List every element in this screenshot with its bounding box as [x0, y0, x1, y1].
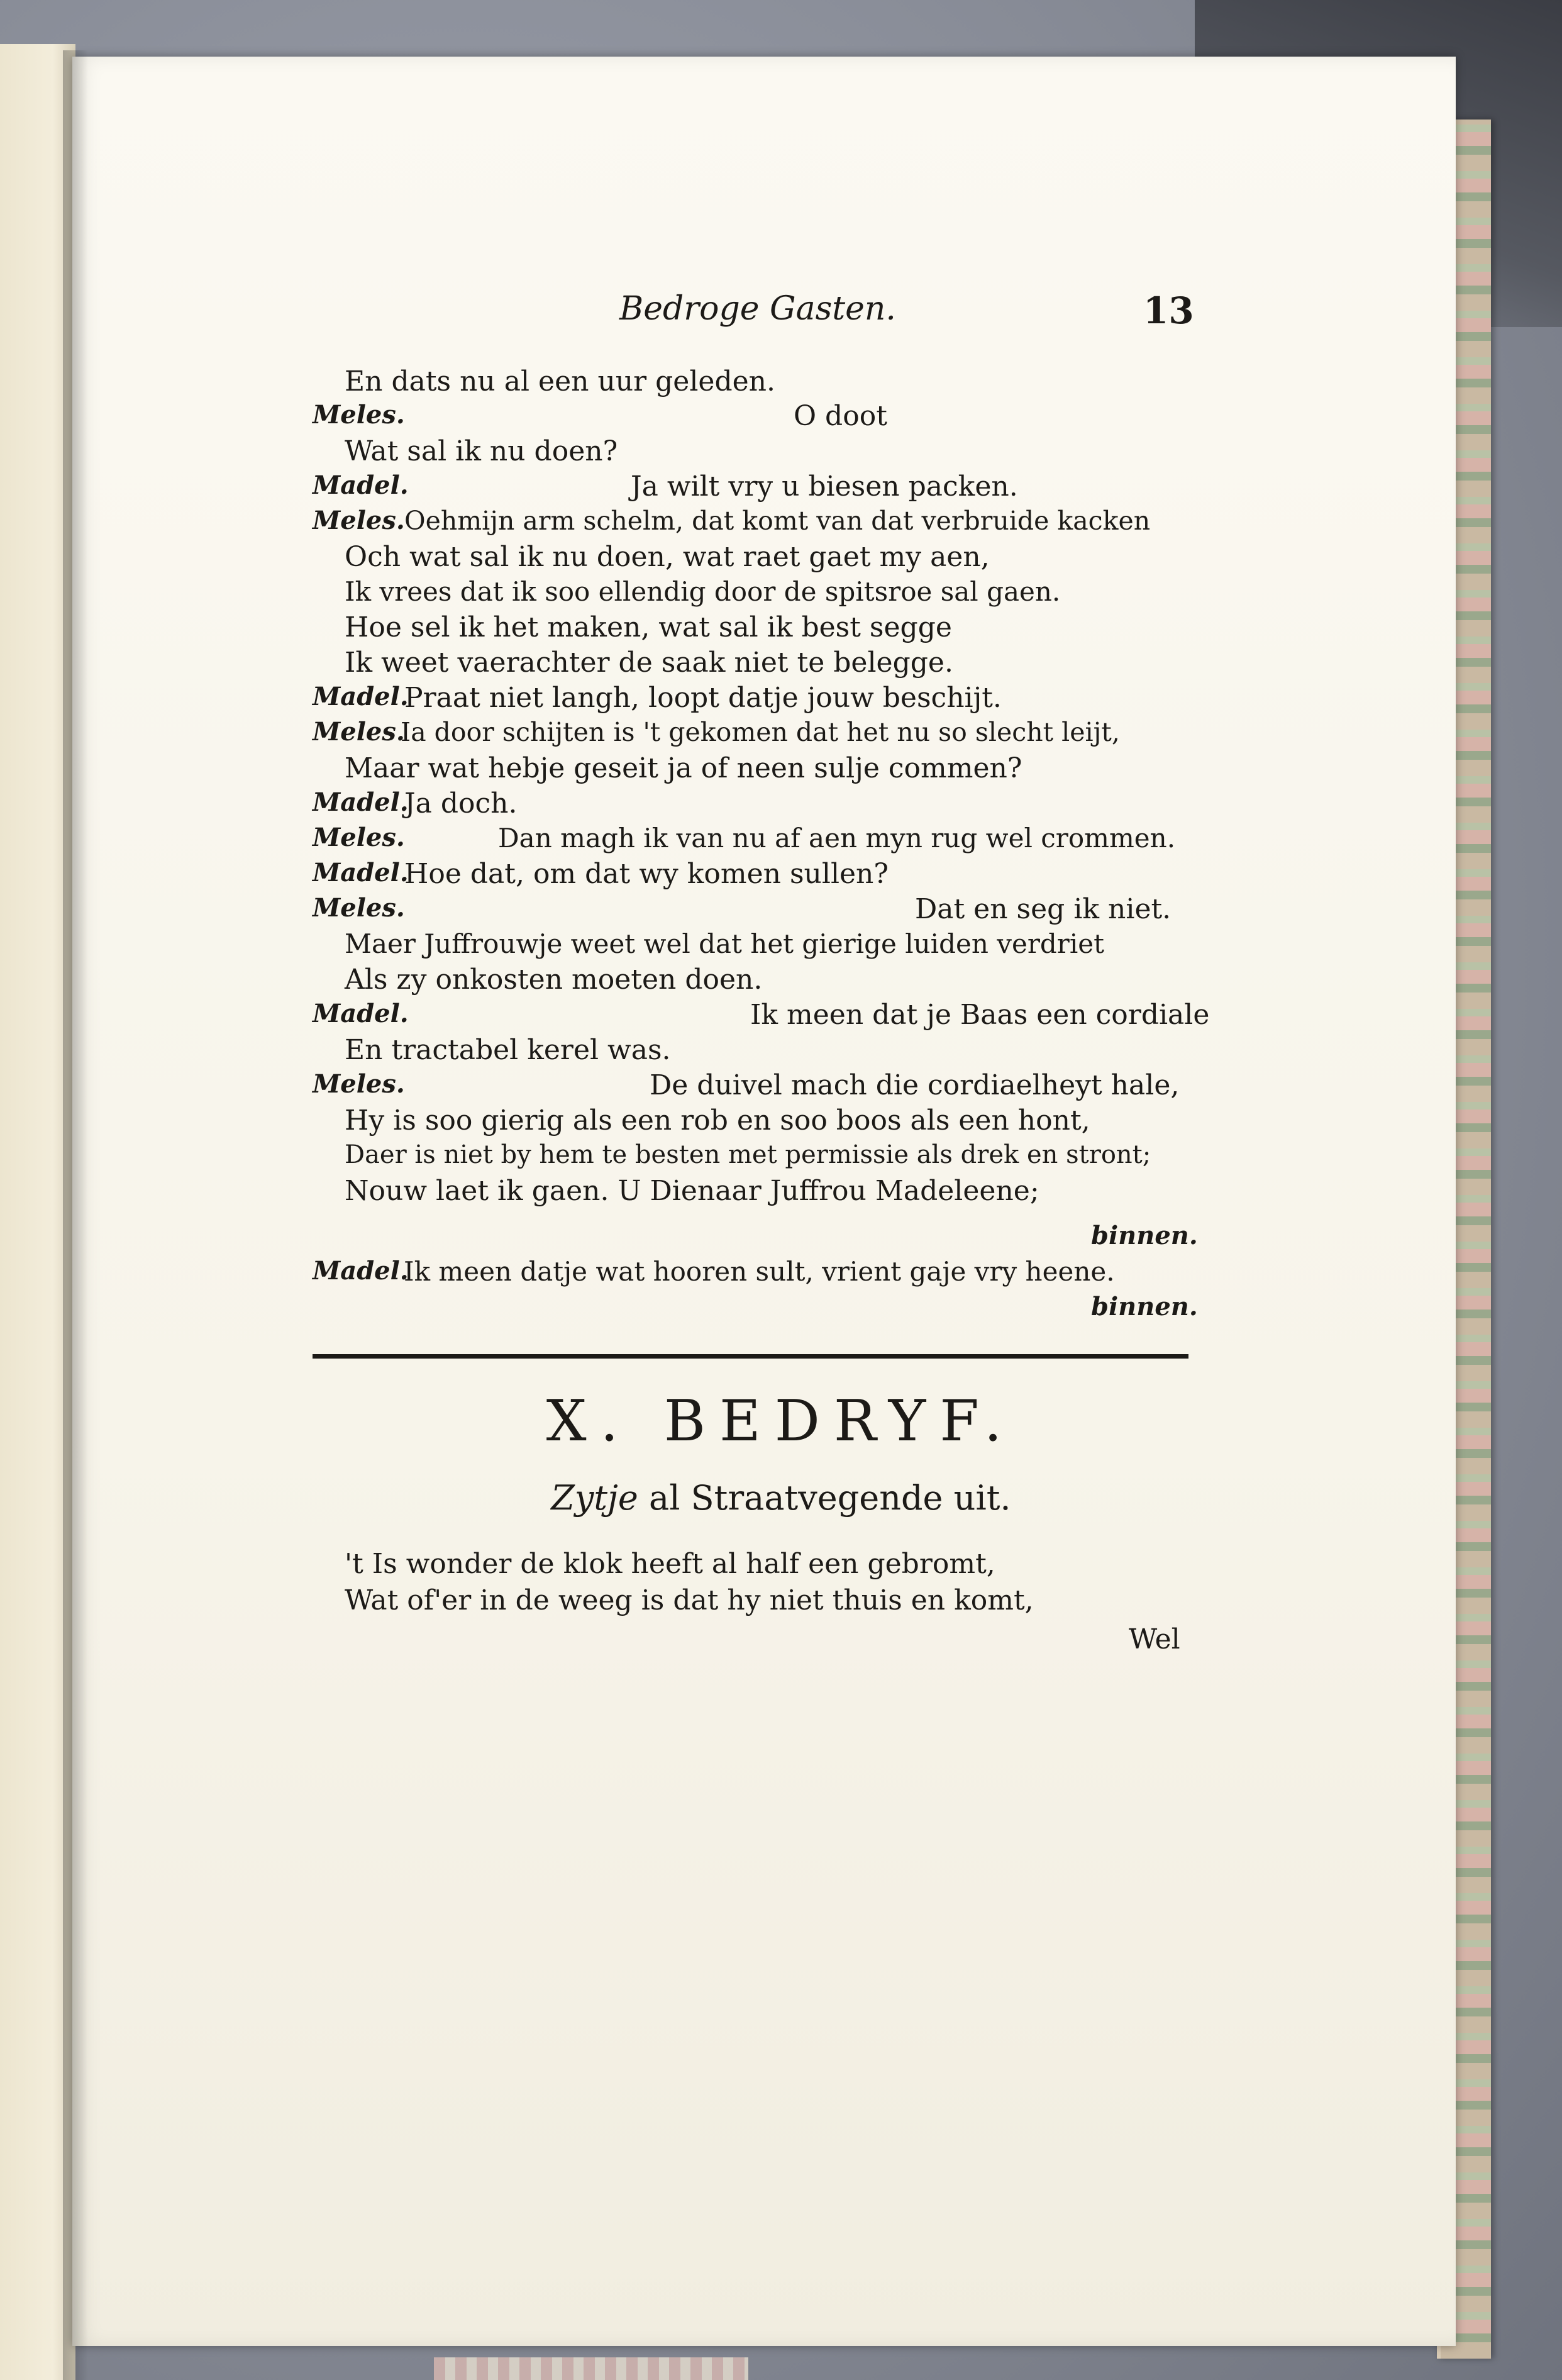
- speaker-label: Meles.: [313, 717, 405, 747]
- text-line: Ja doch.: [404, 787, 518, 820]
- text-line: Ik meen dat je Baas een cordiale: [750, 999, 1210, 1031]
- text-line: De duivel mach die cordiaelheyt hale,: [650, 1069, 1180, 1101]
- text-line: Maer Juffrouwje weet wel dat het gierige luiden verdriet: [345, 928, 1105, 959]
- page-number: 13: [1143, 289, 1194, 332]
- running-head: Bedroge Gasten.: [619, 290, 896, 328]
- text-line: Nouw laet ik gaen. U Dienaar Juffrou Madeleene;: [345, 1175, 1039, 1207]
- stage-direction: binnen.: [1091, 1221, 1198, 1250]
- text-line: En dats nu al een uur geleden.: [345, 365, 775, 398]
- text-line: Hy is soo gierig als een rob en soo boos als een hont,: [345, 1104, 1090, 1137]
- text-line: Ik weet vaerachter de saak niet te belegge.: [345, 647, 953, 679]
- text-line: Ik meen datje wat hooren sult, vrient gaje vry heene.: [404, 1256, 1115, 1287]
- act-subtitle: [0, 1478, 1562, 1518]
- text-line: Dat en seg ik niet.: [915, 893, 1172, 925]
- speaker-label: Meles.: [313, 506, 405, 535]
- text-line: Daer is niet by hem te besten met permissie als drek en stront;: [345, 1140, 1151, 1169]
- text-line: Ik vrees dat ik soo ellendig door de spitsroe sal gaen.: [345, 576, 1061, 607]
- act-subtitle-speaker: Zytje: [551, 1478, 638, 1518]
- speaker-label: Madel.: [313, 682, 409, 711]
- text-line: Wat sal ik nu doen?: [345, 435, 618, 467]
- speaker-label: Madel.: [313, 787, 409, 817]
- bookmark-ribbon: [434, 2357, 748, 2380]
- text-line: Oehmijn arm schelm, dat komt van dat verbruide kacken: [404, 506, 1151, 536]
- act-line: 't Is wonder de klok heeft al half een gebromt,: [345, 1548, 995, 1580]
- act-title: X. BEDRYF.: [546, 1388, 1016, 1454]
- text-line: Hoe sel ik het maken, wat sal ik best segge: [345, 611, 952, 643]
- speaker-label: Meles.: [313, 893, 405, 923]
- speaker-label: Madel.: [313, 470, 409, 500]
- speaker-label: Meles.: [313, 1069, 405, 1099]
- text-line: Ja wilt vry u biesen packen.: [631, 470, 1018, 503]
- text-line: O doot: [794, 400, 887, 432]
- stage-direction: binnen.: [1091, 1292, 1198, 1321]
- speaker-label: Madel.: [313, 999, 409, 1028]
- gutter-shadow: [63, 50, 88, 2380]
- catchword: Wel: [1129, 1623, 1180, 1655]
- text-line: Als zy onkosten moeten doen.: [345, 964, 763, 996]
- text-line: Praat niet langh, loopt datje jouw beschijt.: [404, 682, 1002, 714]
- text-line: Ia door schijten is 't gekomen dat het nu so slecht leijt,: [401, 717, 1120, 747]
- speaker-label: Madel.: [313, 858, 409, 887]
- speaker-label: Meles.: [313, 823, 405, 852]
- text-line: Maar wat hebje geseit ja of neen sulje commen?: [345, 752, 1022, 784]
- text-line: Dan magh ik van nu af aen myn rug wel crommen.: [498, 823, 1176, 854]
- speaker-label: Meles.: [313, 400, 405, 430]
- act-subtitle-text: al Straatvegende uit.: [649, 1478, 1011, 1518]
- text-line: Och wat sal ik nu doen, wat raet gaet my aen,: [345, 541, 990, 573]
- text-line: En tractabel kerel was.: [345, 1034, 671, 1066]
- speaker-label: Madel.: [313, 1256, 409, 1286]
- text-line: Hoe dat, om dat wy komen sullen?: [404, 858, 889, 890]
- section-divider: [313, 1354, 1188, 1359]
- act-line: Wat of'er in de weeg is dat hy niet thuis en komt,: [345, 1584, 1034, 1616]
